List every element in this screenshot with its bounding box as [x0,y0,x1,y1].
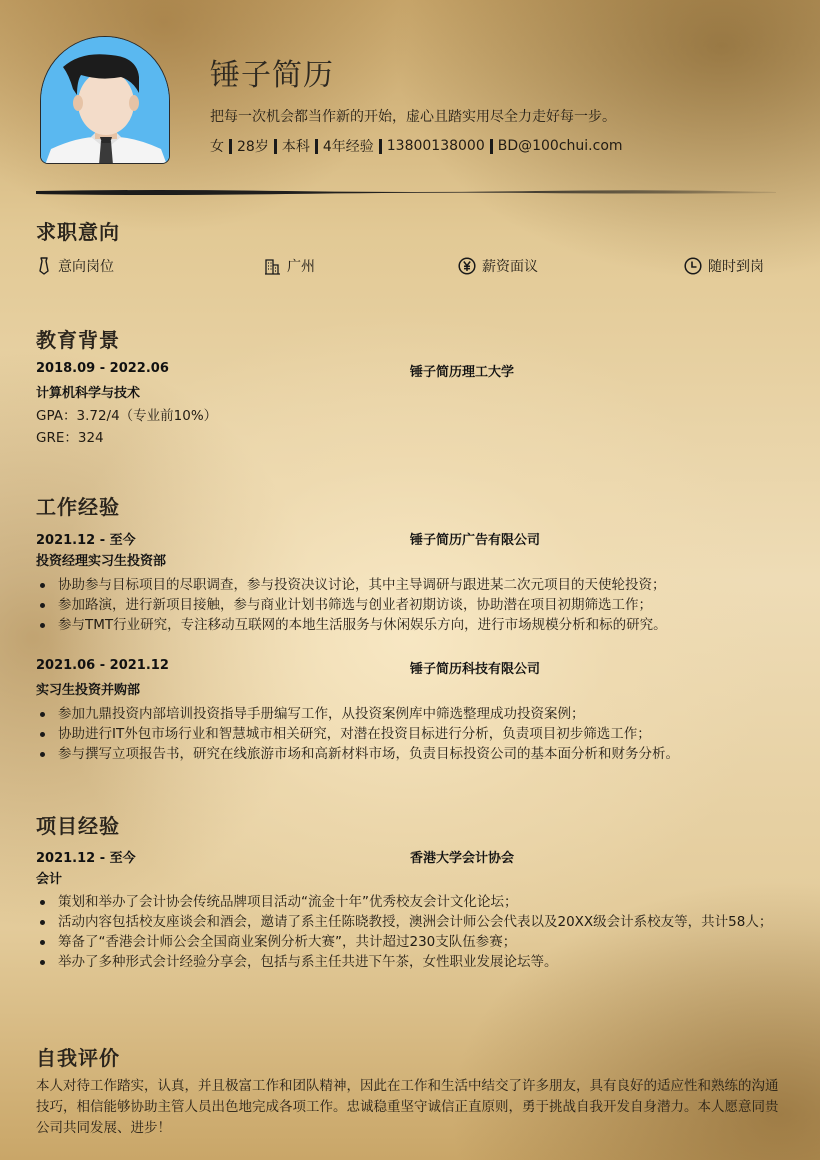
separator [315,139,318,154]
intent-availability-label: 随时到岗 [708,259,764,275]
self-eval-text: 本人对待工作踏实，认真，并且极富工作和团队精神，因此在工作和生活中结交了许多朋友，具有良好的适应性和熟练的沟通技巧，相信能够协助主管人员出色地完成各项工作。忠诚稳重坚守诚信正直原则，勇于挑战自我开发自身潜力。本人愿意同贵公司共同发展、进步！ [36,1078,779,1136]
intent-position-label: 意向岗位 [58,259,114,275]
list-item: 参加路演，进行新项目接触，参与商业计划书筛选与创业者初期访谈，协助潜在项目初期筛选工作； [36,595,786,615]
project-role: 会计 [36,872,63,887]
education-gre: GRE：324 [36,430,104,446]
project-bullets [36,892,782,972]
tie-icon [36,257,52,275]
work-bullets [36,704,786,764]
avatar [40,36,170,164]
work-period: 2021.06 - 2021.12 [36,658,169,673]
list-item: 参与撰写立项报告书，研究在线旅游市场和高新材料市场，负责目标投资公司的基本面分析和财务分析。 [36,744,786,764]
brush-divider [36,188,776,196]
experience-years: 4年经验 [322,139,374,155]
clock-icon [684,257,702,275]
avatar-illustration-icon [41,37,170,164]
list-item: 协助参与目标项目的尽职调查，参与投资决议讨论，其中主导调研与跟进某二次元项目的天使轮投资； [36,575,786,595]
age: 28岁 [237,139,269,155]
email: BD@100chui.com [497,138,623,154]
intent-position [36,256,114,276]
personal-info [210,136,623,156]
section-title-self-eval: 自我评价 [36,1046,120,1070]
education-gpa: GPA：3.72/4（专业前10%） [36,408,218,424]
intent-availability [684,256,764,276]
list-item: 协助进行IT外包市场行业和智慧城市相关研究，对潜在投资目标进行分析，负责项目初步筛选工作； [36,724,786,744]
separator [490,139,493,154]
intent-row [36,256,776,276]
project-org: 香港大学会计协会 [410,851,515,866]
education-period: 2018.09 - 2022.06 [36,361,169,376]
education-major: 计算机科学与技术 [36,386,141,401]
degree: 本科 [281,139,310,155]
gender: 女 [210,139,224,155]
list-item: 参加九鼎投资内部培训投资指导手册编写工作，从投资案例库中筛选整理成功投资案例； [36,704,786,724]
work-role: 实习生投资并购部 [36,683,141,698]
list-item: 活动内容包括校友座谈会和酒会，邀请了系主任陈晓教授，澳洲会计师公会代表以及20XX级会计系校友等，共计58人； [36,912,782,932]
intent-city [264,256,315,276]
work-company: 锤子简历科技有限公司 [410,662,541,677]
education-school: 锤子简历理工大学 [410,365,515,380]
section-title-projects: 项目经验 [36,814,120,838]
list-item: 举办了多种形式会计经验分享会，包括与系主任共进下午茶，女性职业发展论坛等。 [36,952,782,972]
separator [274,139,277,154]
work-bullets [36,575,786,635]
resume-name: 锤子简历 [210,58,334,93]
project-period: 2021.12 - 至今 [36,851,136,866]
phone: 13800138000 [386,138,485,154]
separator [379,139,382,154]
intent-city-label: 广州 [287,259,315,275]
section-title-education: 教育背景 [36,328,120,352]
list-item: 策划和举办了会计协会传统品牌项目活动“流金十年”优秀校友会计文化论坛； [36,892,782,912]
work-role: 投资经理实习生投资部 [36,554,167,569]
building-icon [264,258,281,275]
motto: 把每一次机会都当作新的开始，虚心且踏实用尽全力走好每一步。 [210,109,616,125]
list-item: 参与TMT行业研究，专注移动互联网的本地生活服务与休闲娱乐方向，进行市场规模分析和标的研究。 [36,615,786,635]
yen-icon [458,257,476,275]
list-item: 筹备了“香港会计师公会全国商业案例分析大赛”，共计超过230支队伍参赛； [36,932,782,952]
intent-salary [458,256,538,276]
work-period: 2021.12 - 至今 [36,533,136,548]
work-company: 锤子简历广告有限公司 [410,533,541,548]
separator [229,139,232,154]
intent-salary-label: 薪资面议 [482,259,538,275]
section-title-intent: 求职意向 [36,220,120,244]
section-title-work: 工作经验 [36,495,120,519]
